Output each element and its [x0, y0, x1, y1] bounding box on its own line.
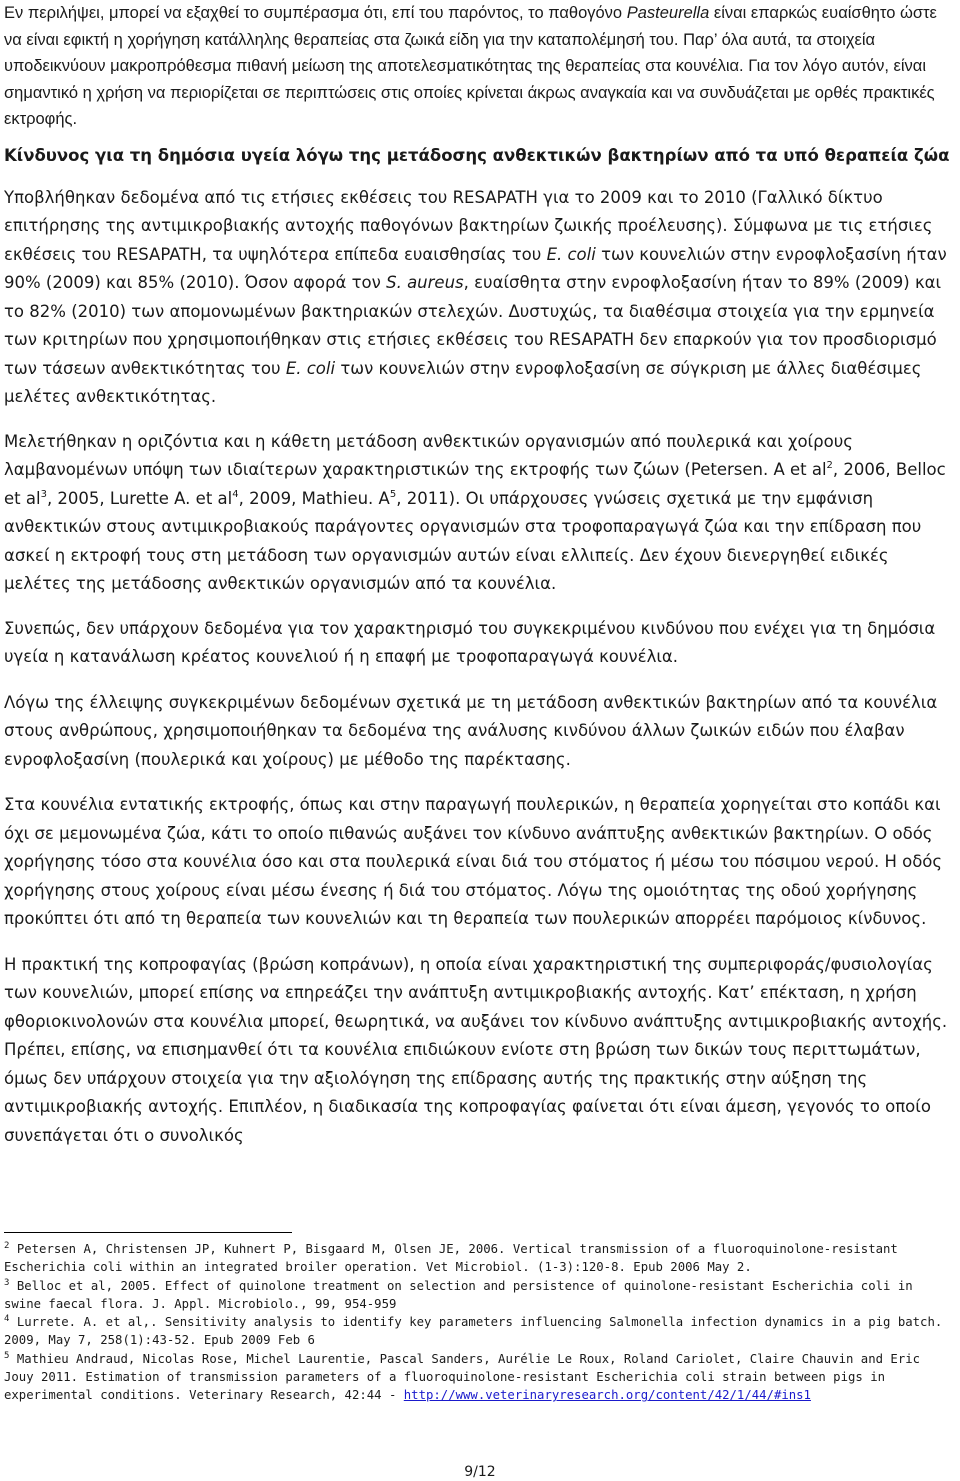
section-heading: Κίνδυνος για τη δημόσια υγεία λόγω της μετάδοσης ανθεκτικών βακτηρίων από τα υπό θεραπεία ζώα — [4, 145, 950, 165]
footnote-number: 4 — [4, 1314, 10, 1325]
paragraph-extrapolation: Λόγω της έλλειψης συγκεκριμένων δεδομένων σχετικά με τη μετάδοση ανθεκτικών βακτηρίων από τα κουνέλια στους ανθρώπους, χρησιμοποιήθηκαν τα δεδομένα της ανάλυσης κινδύνου άλλων ζωικών ειδών που έλαβαν ενροφλοξασίνη (πουλερικά και χοίρους) με μέθοδο της παρέκτασης. — [4, 692, 938, 769]
paragraph-transmission-studies: Μελετήθηκαν η οριζόντια και η κάθετη μετάδοση ανθεκτικών οργανισμών από πουλερικά και χοίρους λαμβανομένων υπόψη των ιδιαίτερων χαρακτηριστικών της εκτροφής των ζώων (Petersen. A et $al^2$, 2006, Belloc et $al^3$, 2005, Lurette A. et $al^4$, 2009, Mathieu. $A^5$, 2011). Οι υπάρχουσες γνώσεις σχετικά με την εμφάνιση ανθεκτικών στους αντιμικροβιακούς παράγοντες οργανισμών στα τροφοπαραγωγά ζώα και την επίδραση που ασκεί η εκτροφή τους στη μετάδοση των οργανισμών αυτών είναι ελλιπείς. Δεν έχουν διενεργηθεί ειδικές μελέτες της μετάδοσης ανθεκτικών οργανισμών από τα κουνέλια. — [4, 431, 946, 593]
footnote-5 — [4, 1350, 952, 1405]
footnote-text: Mathieu Andraud, Nicolas Rose, Michel Laurentie, Pascal Sanders, Aurélie Le Roux, Roland Cariolet, Claire Chauvin and Eric Jouy 2011. Estimation of transmission parameters of a fluoroquinolone-resistant Escherichia coli strain between pigs in experimental conditions. Veterinary Research, 42:44 - — [4, 1351, 921, 1403]
footnote-ref: 5 — [389, 488, 397, 500]
paragraph-administration-route: Στα κουνέλια εντατικής εκτροφής, όπως και στην παραγωγή πουλερικών, η θεραπεία χορηγείται στο κοπάδι και όχι σε μεμονωμένα ζώα, κάτι το οποίο πιθανώς αυξάνει τον κίνδυνο ανάπτυξης ανθεκτικών βακτηρίων. Ο οδός χορήγησης τόσο στα κουνέλια όσο και στα πουλερικά είναι διά του στόματος ή μέσω του πόσιμου νερού. Η οδός χορήγησης στους χοίρους είναι μέσω ένεσης ή διά του στόματος. Λόγω της ομοιότητας της οδού χορήγησης προκύπτει ότι από τη θεραπεία των κουνελιών και τη θεραπεία των πουλερικών απορρέει παρόμοιος κίνδυνος. — [4, 795, 943, 928]
reference-link[interactable]: http://www.veterinaryresearch.org/content/42/1/44/#ins1 — [403, 1388, 811, 1403]
footnote-number: 2 — [4, 1241, 10, 1251]
footnote-ref: 4 — [232, 488, 239, 500]
footnote-number: 5 — [4, 1350, 10, 1361]
footnote-2 — [4, 1240, 952, 1277]
footnote-4 — [4, 1313, 952, 1350]
italic-term: E. coli — [546, 244, 596, 264]
footnote-number: 3 — [4, 1277, 10, 1288]
footnote-text: Lurrete. A. et al,. Sensitivity analysis to identify key parameters influencing Salmonella infection dynamics in a pig batch. 2009, May 7, 258(1):43-52. Epub 2009 Feb 6 — [4, 1315, 943, 1348]
footnote-text: Belloc et al, 2005. Effect of quinolone treatment on selection and persistence of quinolone-resistant Escherichia coli in swine faecal flora. J. Appl. Microbiolo., 99, 954-959 — [4, 1278, 913, 1311]
paragraph-no-data: Συνεπώς, δεν υπάρχουν δεδομένα για τον χαρακτηρισμό του συγκεκριμένου κινδύνου που ενέχει για τη δημόσια υγεία η κατανάλωση κρέατος κουνελιού ή η επαφή με τροφοπαραγωγά κουνέλια. — [4, 618, 936, 666]
page-number: 9/12 — [464, 1464, 496, 1480]
paragraph-resapath-data: Υποβλήθηκαν δεδομένα από τις ετήσιες εκθέσεις του RESAPATH για το 2009 και το 2010 (Γαλλικό δίκτυο επιτήρησης της αντιμικροβιακής αντοχής παθογόνων βακτηρίων ζωικής προέλευσης). Σύμφωνα με τις ετήσιες εκθέσεις του RESAPATH, τα υψηλότερα επίπεδα ευαισθησίας του E. coli των κουνελιών στην ενροφλοξασίνη ήταν 90% (2009) και 85% (2010). Όσον αφορά τον S. aureus, ευαίσθητα στην ενροφλοξασίνη ήταν το 89% (2009) και το 82% (2010) των απομονωμένων βακτηριακών στελεχών. Δυστυχώς, τα διαθέσιμα στοιχεία για την ερμηνεία των κριτηρίων που χρησιμοποιήθηκαν στις ετήσιες εκθέσεις του RESAPATH δεν επαρκούν για τον προσδιορισμό των τάσεων ανθεκτικότητας του E. coli των κουνελιών στην ενροφλοξασίνη σε σύγκριση με άλλες διαθέσιμες μελέτες ανθεκτικότητας. — [4, 187, 947, 406]
footnote-separator — [4, 1232, 292, 1233]
footnote-ref: 3 — [40, 488, 47, 500]
document-page — [4, 0, 952, 1150]
paragraph-coprophagy: Η πρακτική της κοπροφαγίας (βρώση κοπράνων), η οποία είναι χαρακτηριστική της συμπεριφοράς/φυσιολογίας των κουνελιών, μπορεί επίσης να επηρεάζει την ανάπτυξη αντιμικροβιακής αντοχής. Κατ’ επέκταση, η χρήση φθοριοκινολονών στα κουνέλια μπορεί, θεωρητικά, να αυξάνει τον κίνδυνο ανάπτυξης αντιμικροβιακής αντοχής. Πρέπει, επίσης, να επισημανθεί ότι τα κουνέλια επιδιώκουν ενίοτε στη βρώση των δικών τους περιττωμάτων, όμως δεν υπάρχουν στοιχεία για την αξιολόγηση της επίδρασης αυτής της πρακτικής στην αύξηση της αντιμικροβιακής αντοχής. Επιπλέον, η διαδικασία της κοπροφαγίας φαίνεται ότι είναι άμεση, γεγονός το οποίο συνεπάγεται ότι ο συνολικός — [4, 954, 948, 1145]
footnotes — [4, 1240, 952, 1405]
italic-term: Pasteurella — [626, 4, 710, 22]
footnote-3 — [4, 1277, 952, 1314]
italic-term: S. aureus — [386, 273, 464, 292]
footnote-ref: 2 — [826, 460, 833, 471]
paragraph-pasteurella-summary: Εν περιλήψει, μπορεί να εξαχθεί το συμπέρασμα ότι, επί του παρόντος, το παθογόνο Pasteurella είναι επαρκώς ευαίσθητο ώστε να είναι εφικτή η χορήγηση κατάλληλης θεραπείας στα ζωικά είδη για την καταπολέμησή του. Παρ’ όλα αυτά, τα στοιχεία υποδεικνύουν μακροπρόθεσμα πιθανή μείωση της αποτελεσματικότητας της θεραπείας στα κουνέλια. Για τον λόγο αυτόν, είναι σημαντικό η χρήση να περιορίζεται σε περιπτώσεις στις οποίες κρίνεται άκρως αναγκαία και να συνδυάζεται με ορθές πρακτικές εκτροφής. — [4, 4, 937, 128]
footnote-text: Petersen A, Christensen JP, Kuhnert P, Bisgaard M, Olsen JE, 2006. Vertical transmission of a fluoroquinolone-resistant Escherichia coli within an integrated broiler operation. Vet Microbiol. (1-3):120-8. Epub 2006 May 2. — [4, 1242, 898, 1275]
italic-term: E. coli — [285, 358, 336, 378]
